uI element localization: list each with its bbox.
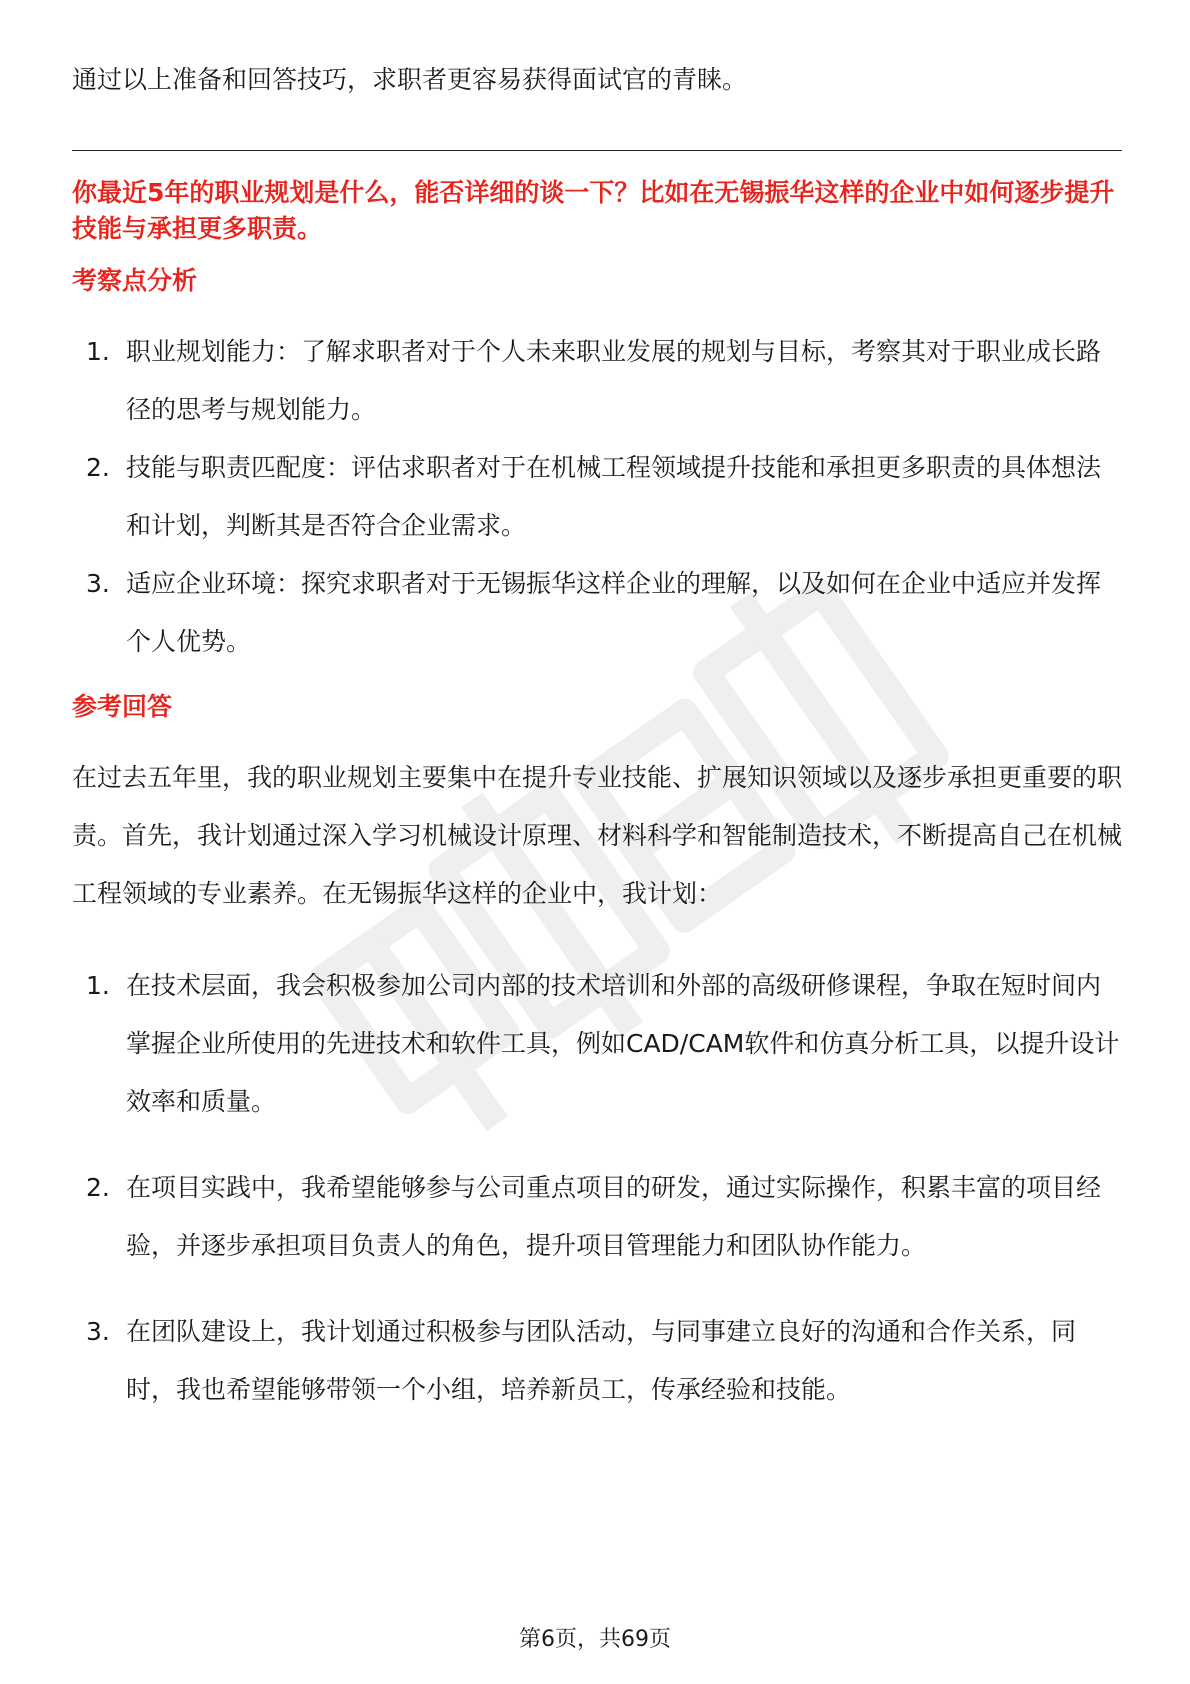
answer-title: 参考回答: [72, 692, 173, 721]
list-item-number: 2.: [86, 1173, 110, 1202]
answer-list: [72, 957, 1122, 1419]
list-item: [72, 323, 1122, 439]
analysis-title: 考察点分析: [72, 266, 198, 295]
list-item-text: 在技术层面，我会积极参加公司内部的技术培训和外部的高级研修课程，争取在短时间内掌握企业所使用的先进技术和软件工具，例如CAD/CAM软件和仿真分析工具，以提升设计效率和质量。: [126, 971, 1120, 1116]
page-number: 第6页，共69页: [519, 1627, 671, 1652]
list-item: [72, 957, 1122, 1131]
list-item-number: 1.: [86, 971, 110, 1000]
answer-paragraph: 在过去五年里，我的职业规划主要集中在提升专业技能、扩展知识领域以及逐步承担更重要的职责。首先，我计划通过深入学习机械设计原理、材料科学和智能制造技术，不断提高自己在机械工程领域的专业素养。在无锡振华这样的企业中，我计划：: [72, 763, 1123, 908]
question-heading: 你最近5年的职业规划是什么，能否详细的谈一下？比如在无锡振华这样的企业中如何逐步提升技能与承担更多职责。: [72, 178, 1115, 243]
list-item-number: 1.: [86, 337, 110, 366]
list-item-text: 在团队建设上，我计划通过积极参与团队活动，与同事建立良好的沟通和合作关系，同时，我也希望能够带领一个小组，培养新员工，传承经验和技能。: [126, 1317, 1077, 1404]
analysis-list: [72, 323, 1122, 671]
list-item: [72, 1159, 1122, 1275]
list-item-text: 职业规划能力：了解求职者对于个人未来职业发展的规划与目标，考察其对于职业成长路径的思考与规划能力。: [126, 337, 1102, 424]
list-item: [72, 1303, 1122, 1419]
list-item-text: 技能与职责匹配度：评估求职者对于在机械工程领域提升技能和承担更多职责的具体想法和计划，判断其是否符合企业需求。: [126, 453, 1102, 540]
list-item-number: 2.: [86, 453, 110, 482]
list-item-text: 在项目实践中，我希望能够参与公司重点项目的研发，通过实际操作，积累丰富的项目经验，并逐步承担项目负责人的角色，提升项目管理能力和团队协作能力。: [126, 1173, 1102, 1260]
list-item-text: 适应企业环境：探究求职者对于无锡振华这样企业的理解，以及如何在企业中适应并发挥个人优势。: [126, 569, 1102, 656]
list-item: [72, 555, 1122, 671]
list-item: [72, 439, 1122, 555]
intro-text: 通过以上准备和回答技巧，求职者更容易获得面试官的青睐。: [72, 65, 748, 94]
section-divider: [72, 150, 1122, 151]
list-item-number: 3.: [86, 1317, 110, 1346]
list-item-number: 3.: [86, 569, 110, 598]
main-content: [72, 58, 1122, 1447]
